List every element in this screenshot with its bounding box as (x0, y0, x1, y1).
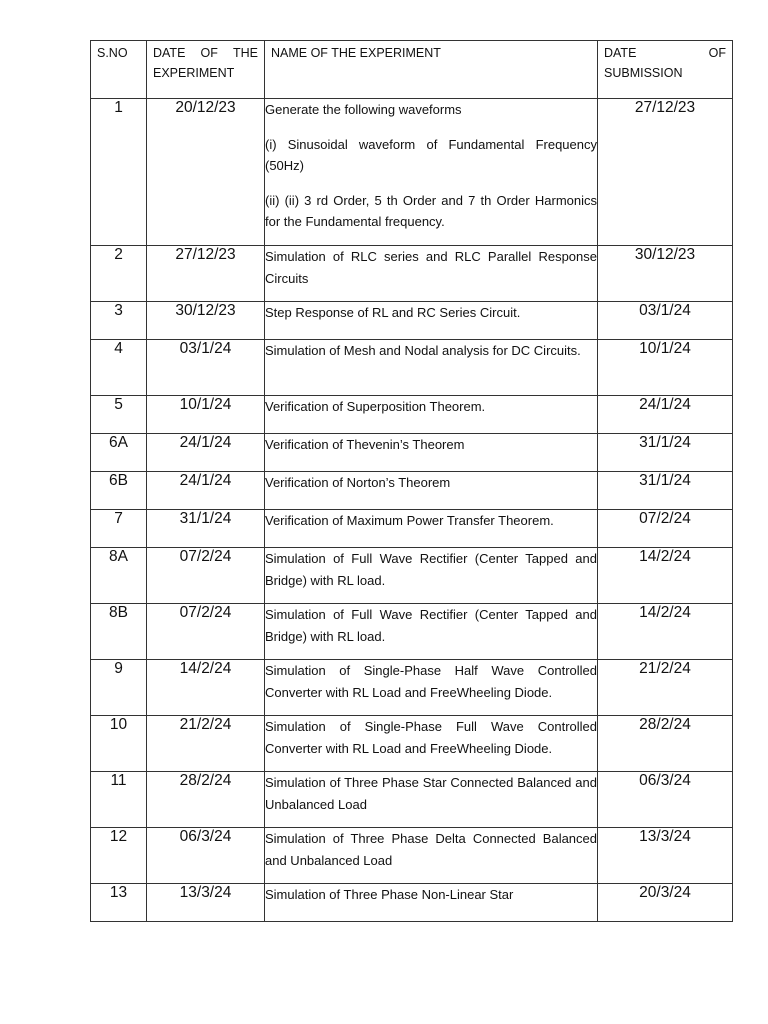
row-submission: 27/12/23 (598, 99, 733, 246)
row-name: Simulation of Single-Phase Half Wave Controlled Converter with RL Load and FreeWheeling Diode. (265, 660, 598, 716)
row-sno: 7 (91, 510, 147, 548)
header-name: NAME OF THE EXPERIMENT (265, 41, 598, 99)
row-submission: 03/1/24 (598, 302, 733, 340)
row-name: Simulation of Three Phase Non-Linear Star (265, 884, 598, 922)
header-row (91, 41, 733, 99)
table-row (91, 99, 733, 246)
table-row (91, 302, 733, 340)
row-date: 30/12/23 (147, 302, 265, 340)
row-date: 24/1/24 (147, 472, 265, 510)
table-row (91, 772, 733, 828)
row-sno: 8A (91, 548, 147, 604)
row-date: 07/2/24 (147, 604, 265, 660)
row-name: Simulation of Mesh and Nodal analysis for DC Circuits. (265, 340, 598, 396)
row-submission: 10/1/24 (598, 340, 733, 396)
header-submission: DATE OF SUBMISSION (598, 41, 733, 99)
table-row (91, 434, 733, 472)
row-sno: 6B (91, 472, 147, 510)
row-name: Verification of Superposition Theorem. (265, 396, 598, 434)
table-row (91, 716, 733, 772)
table-row (91, 510, 733, 548)
row-name: Simulation of Three Phase Star Connected Balanced and Unbalanced Load (265, 772, 598, 828)
row-name: Simulation of Three Phase Delta Connected Balanced and Unbalanced Load (265, 828, 598, 884)
row-name: Verification of Norton’s Theorem (265, 472, 598, 510)
row-name-line: (i) Sinusoidal waveform of Fundamental Frequency (50Hz) (265, 136, 597, 173)
row-name: Simulation of RLC series and RLC Parallel Response Circuits (265, 246, 598, 302)
row-date: 31/1/24 (147, 510, 265, 548)
row-submission: 14/2/24 (598, 548, 733, 604)
row-sno: 4 (91, 340, 147, 396)
row-date: 24/1/24 (147, 434, 265, 472)
row-date: 10/1/24 (147, 396, 265, 434)
row-name-line: Generate the following waveforms (265, 102, 462, 117)
row-date: 20/12/23 (147, 99, 265, 246)
table-row (91, 884, 733, 922)
row-name: Verification of Thevenin’s Theorem (265, 434, 598, 472)
row-sno: 3 (91, 302, 147, 340)
row-date: 14/2/24 (147, 660, 265, 716)
row-sno: 9 (91, 660, 147, 716)
table-row (91, 396, 733, 434)
row-name: Simulation of Single-Phase Full Wave Controlled Converter with RL Load and FreeWheeling Diode. (265, 716, 598, 772)
table-row (91, 472, 733, 510)
header-sno: S.NO (91, 41, 147, 99)
row-date: 07/2/24 (147, 548, 265, 604)
row-sno: 5 (91, 396, 147, 434)
row-sno: 13 (91, 884, 147, 922)
row-sno: 11 (91, 772, 147, 828)
row-name: Simulation of Full Wave Rectifier (Center Tapped and Bridge) with RL load. (265, 548, 598, 604)
row-submission: 07/2/24 (598, 510, 733, 548)
table-row (91, 828, 733, 884)
table-row (91, 246, 733, 302)
row-submission: 31/1/24 (598, 434, 733, 472)
row-sno: 1 (91, 99, 147, 246)
row-name: Verification of Maximum Power Transfer Theorem. (265, 510, 598, 548)
row-sno: 10 (91, 716, 147, 772)
row-sno: 12 (91, 828, 147, 884)
row-name: Step Response of RL and RC Series Circuit. (265, 302, 598, 340)
row-submission: 21/2/24 (598, 660, 733, 716)
row-sno: 2 (91, 246, 147, 302)
row-date: 28/2/24 (147, 772, 265, 828)
table-row (91, 604, 733, 660)
row-submission: 24/1/24 (598, 396, 733, 434)
row-submission: 31/1/24 (598, 472, 733, 510)
row-name-line: (ii) (ii) 3 rd Order, 5 th Order and 7 th Order Harmonics for the Fundamental frequency. (265, 192, 597, 229)
row-submission: 14/2/24 (598, 604, 733, 660)
row-date: 21/2/24 (147, 716, 265, 772)
row-name: Simulation of Full Wave Rectifier (Center Tapped and Bridge) with RL load. (265, 604, 598, 660)
row-name (265, 99, 598, 246)
table-row (91, 340, 733, 396)
row-date: 03/1/24 (147, 340, 265, 396)
table-row (91, 660, 733, 716)
experiment-index-table (90, 40, 733, 922)
table-row (91, 548, 733, 604)
row-date: 27/12/23 (147, 246, 265, 302)
row-sno: 8B (91, 604, 147, 660)
row-date: 06/3/24 (147, 828, 265, 884)
row-sno: 6A (91, 434, 147, 472)
row-submission: 28/2/24 (598, 716, 733, 772)
row-date: 13/3/24 (147, 884, 265, 922)
row-submission: 30/12/23 (598, 246, 733, 302)
header-date: DATE OF THE EXPERIMENT (147, 41, 265, 99)
row-submission: 13/3/24 (598, 828, 733, 884)
row-submission: 20/3/24 (598, 884, 733, 922)
row-submission: 06/3/24 (598, 772, 733, 828)
